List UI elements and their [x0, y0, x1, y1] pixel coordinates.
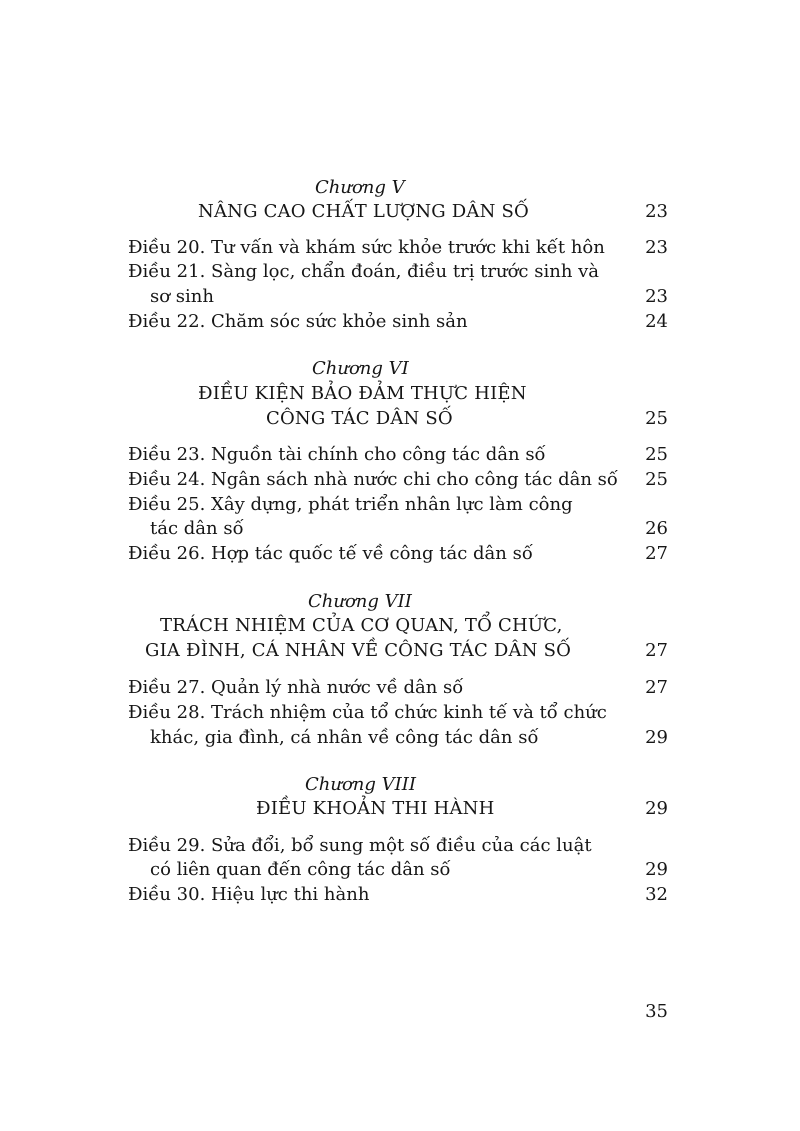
toc-article-page: 32: [645, 884, 668, 905]
toc-article-line: Điều 28. Trách nhiệm của tổ chức kinh tế và tổ chức: [128, 702, 607, 723]
chapter-heading: ĐIỀU KIỆN BẢO ĐẢM THỰC HIỆN: [198, 383, 527, 404]
chapter-heading: NÂNG CAO CHẤT LƯỢNG DÂN SỐ: [198, 201, 529, 222]
toc-article-line: Điều 20. Tư vấn và khám sức khỏe trước khi kết hôn: [128, 237, 605, 258]
toc-article-line-cont: khác, gia đình, cá nhân về công tác dân số: [150, 727, 539, 748]
toc-article-line-cont: tác dân số: [150, 518, 244, 539]
chapter-title: Chương VII: [308, 591, 412, 612]
toc-article-line: Điều 29. Sửa đổi, bổ sung một số điều của các luật: [128, 835, 592, 856]
toc-article-page: 24: [645, 311, 668, 332]
chapter-heading: GIA ĐÌNH, CÁ NHÂN VỀ CÔNG TÁC DÂN SỐ: [145, 640, 572, 661]
chapter-heading: TRÁCH NHIỆM CỦA CƠ QUAN, TỔ CHỨC,: [160, 615, 563, 636]
toc-article-page: 26: [645, 518, 668, 539]
toc-article-line: Điều 21. Sàng lọc, chẩn đoán, điều trị trước sinh và: [128, 261, 600, 282]
toc-article-page: 25: [645, 469, 668, 490]
toc-article-page: 29: [645, 859, 668, 880]
chapter-page-number: 25: [645, 408, 668, 429]
toc-article-page: 23: [645, 237, 668, 258]
chapter-page-number: 29: [645, 798, 668, 819]
toc-article-line-cont: sơ sinh: [150, 286, 214, 307]
toc-article-page: 23: [645, 286, 668, 307]
toc-article-line: Điều 22. Chăm sóc sức khỏe sinh sản: [128, 311, 468, 332]
chapter-title: Chương VI: [312, 358, 409, 379]
toc-article-line: Điều 23. Nguồn tài chính cho công tác dân số: [128, 444, 546, 465]
toc-article-page: 29: [645, 727, 668, 748]
chapter-title: Chương V: [315, 177, 405, 198]
toc-article-line: Điều 25. Xây dựng, phát triển nhân lực làm công: [128, 494, 573, 515]
toc-article-line: Điều 24. Ngân sách nhà nước chi cho công tác dân số: [128, 469, 618, 490]
chapter-heading: ĐIỀU KHOẢN THI HÀNH: [256, 798, 495, 819]
chapter-page-number: 23: [645, 201, 668, 222]
toc-article-page: 27: [645, 543, 668, 564]
toc-article-page: 27: [645, 677, 668, 698]
toc-article-line: Điều 27. Quản lý nhà nước về dân số: [128, 677, 464, 698]
chapter-title: Chương VIII: [305, 774, 416, 795]
toc-article-line: Điều 30. Hiệu lực thi hành: [128, 884, 370, 905]
toc-article-line-cont: có liên quan đến công tác dân số: [150, 859, 451, 880]
page-number: 35: [645, 1001, 668, 1022]
chapter-heading: CÔNG TÁC DÂN SỐ: [266, 408, 453, 429]
chapter-page-number: 27: [645, 640, 668, 661]
toc-article-page: 25: [645, 444, 668, 465]
toc-article-line: Điều 26. Hợp tác quốc tế về công tác dân số: [128, 543, 533, 564]
